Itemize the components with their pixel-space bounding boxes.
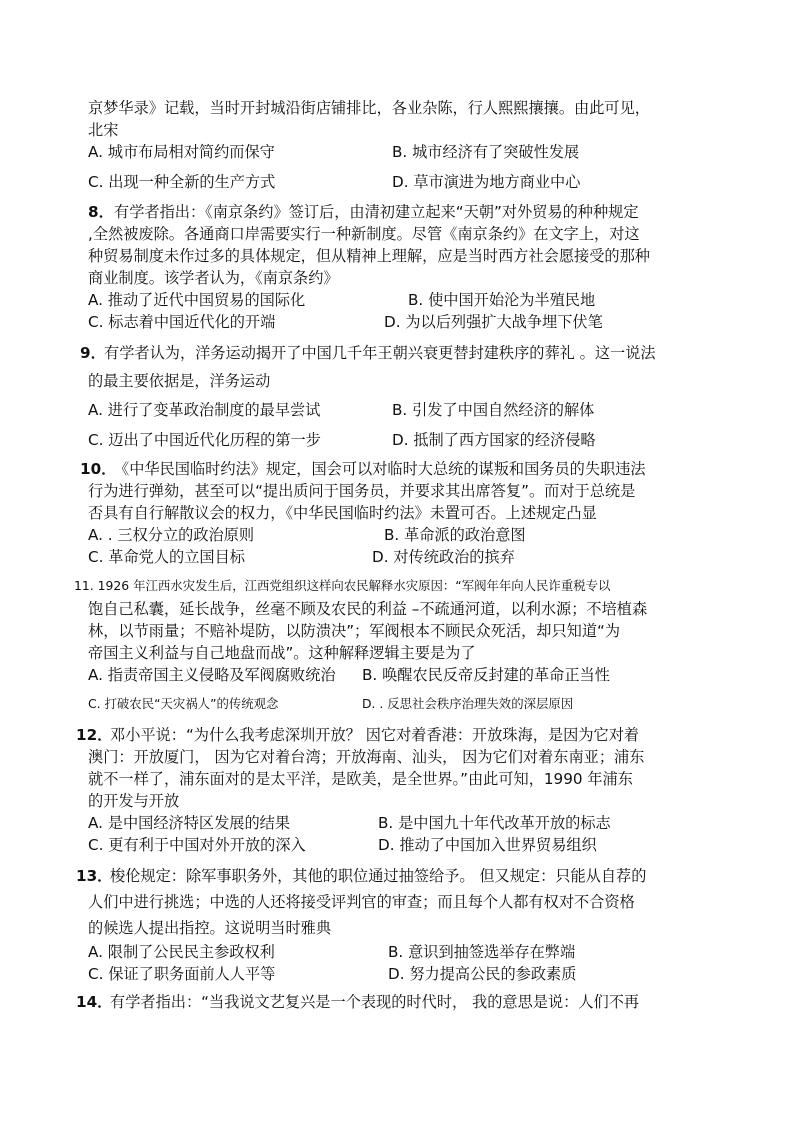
q13-stem-line-2: 人们中进行挑选；中选的人还将接受评判官的审查；而且每个人都有权对不合资格 <box>88 893 635 911</box>
q13-option-a: A. 限制了公民民主参政权利 <box>88 943 275 961</box>
q7-stem-line-1: 京梦华录》记载，当时开封城沿街店铺排比，各业杂陈，行人熙熙攘攘。由此可见， <box>88 99 650 117</box>
q10-option-d: D. 对传统政治的摈弃 <box>372 548 515 566</box>
q9-option-b: B. 引发了中国自然经济的解体 <box>392 401 595 419</box>
q13-option-c: C. 保证了职务面前人人平等 <box>88 965 276 983</box>
q11-option-a: A. 指责帝国主义侵略及军阀腐败统治 <box>88 666 336 684</box>
q8-number: 8． <box>88 203 114 221</box>
q10-stem-line-3: 否具有自行解散议会的权力，《中华民国临时约法》未置可否。上述规定凸显 <box>88 504 597 522</box>
q13-option-d: D. 努力提高公民的参政素质 <box>388 965 577 983</box>
q9-option-d: D. 抵制了西方国家的经济侵略 <box>392 431 596 449</box>
q12-option-c: C. 更有利于中国对外开放的深入 <box>88 836 306 854</box>
q12-option-b: B. 是中国九十年代改革开放的标志 <box>378 814 611 832</box>
q12-number: 12． <box>76 726 113 744</box>
q11-option-b: B. 唤醒农民反帝反封建的革命正当性 <box>362 666 610 684</box>
q10-option-b: B. 革命派的政治意图 <box>384 526 526 544</box>
q10-number: 10． <box>80 460 117 478</box>
q13-stem-line-3: 的候选人提出指控。这说明当时雅典 <box>88 919 331 937</box>
q11-stem-line-1: 11. 1926 年江西水灾发生后，江西党组织这样向农民解释水灾原因：“军阀年年向人民诈重税专以 <box>74 578 611 593</box>
q9-stem-line-1: 有学者认为，洋务运动揭开了中国几千年王朝兴衰更替封建秩序的葬礼 。这一说法 <box>104 344 656 362</box>
q14-number: 14． <box>76 993 113 1011</box>
q8-stem-line-4: 商业制度。该学者认为，《南京条约》 <box>88 269 339 287</box>
q8-option-b: B. 使中国开始沦为半殖民地 <box>408 291 596 309</box>
q8-option-a: A. 推动了近代中国贸易的国际化 <box>88 291 306 309</box>
q7-option-a: A. 城市布局相对简约而保守 <box>88 143 275 161</box>
q9-option-a: A. 进行了变革政治制度的最早尝试 <box>88 401 321 419</box>
q10-stem-line-2: 行为进行弹劾，甚至可以“提出质问于国务员，并要求其出席答复”。而对于总统是 <box>88 482 636 500</box>
q9-number: 9． <box>80 344 106 362</box>
q10-option-a: A. . 三权分立的政治原则 <box>88 526 255 544</box>
q12-stem-line-1: 邓小平说：“为什么我考虑深圳开放？ 因它对着香港：开放珠海，是因为它对着 <box>110 726 640 744</box>
q10-option-c: C. 革命党人的立国目标 <box>88 548 245 566</box>
q8-stem-line-1: 有学者指出：《南京条约》签订后，由清初建立起来“天朝”对外贸易的种种规定 <box>114 203 639 221</box>
q12-stem-line-3: 就不一样了，浦东面对的是太平洋，是欧美，是全世界。”由此可知，1990 年浦东 <box>88 770 633 788</box>
q9-stem-line-2: 的最主要依据是，洋务运动 <box>88 372 271 390</box>
q12-option-a: A. 是中国经济特区发展的结果 <box>88 814 291 832</box>
q11-stem-line-4: 帝国主义利益与自己地盘而战”。这种解释逻辑主要是为了 <box>88 644 476 662</box>
q7-option-b: B. 城市经济有了突破性发展 <box>392 143 580 161</box>
q13-option-b: B. 意识到抽签选举存在弊端 <box>388 943 576 961</box>
q10-stem-line-1: 《中华民国临时约法》规定，国会可以对临时大总统的谋叛和国务员的失职违法 <box>114 460 646 478</box>
q12-stem-line-2: 澳门：开放厦门， 因为它对着台湾；开放海南、汕头， 因为它们对着东南亚；浦东 <box>88 748 645 766</box>
q11-stem-line-3: 林，以节雨量；不赔补堤防，以防溃决”；军阀根本不顾民众死活，却只知道“为 <box>88 622 621 640</box>
q7-option-d: D. 草市演进为地方商业中心 <box>392 173 581 191</box>
q13-number: 13． <box>76 867 113 885</box>
q9-option-c: C. 迈出了中国近代化历程的第一步 <box>88 431 321 449</box>
q11-option-c: C. 打破农民“天灾祸人”的传统观念 <box>88 696 279 711</box>
q14-stem-line-1: 有学者指出：“当我说文艺复兴是一个表现的时代时， 我的意思是说：人们不再 <box>110 993 640 1011</box>
q11-option-d: D. . 反思社会秩序治理失效的深层原因 <box>362 696 574 711</box>
q8-stem-line-2: ,全然被废除。各通商口岸需要实行一种新制度。尽管《南京条约》在文字上，对这 <box>88 225 640 243</box>
q12-stem-line-4: 的开发与开放 <box>88 792 180 810</box>
q7-option-c: C. 出现一种全新的生产方式 <box>88 173 276 191</box>
q11-stem-line-2: 饱自己私囊，延长战争，丝毫不顾及农民的利益 –不疏通河道，以利水源；不培植森 <box>88 600 648 618</box>
q8-option-c: C. 标志着中国近代化的开端 <box>88 313 276 331</box>
q8-stem-line-3: 种贸易制度未作过多的具体规定，但从精神上理解，应是当时西方社会愿接受的那种 <box>88 247 650 265</box>
q13-stem-line-1: 梭伦规定：除军事职务外，其他的职位通过抽签给予。 但又规定：只能从自荐的 <box>110 867 647 885</box>
q8-option-d: D. 为以后列强扩大战争埋下伏笔 <box>384 313 603 331</box>
q12-option-d: D. 推动了中国加入世界贸易组织 <box>378 836 597 854</box>
q7-stem-line-2: 北宋 <box>88 121 119 139</box>
